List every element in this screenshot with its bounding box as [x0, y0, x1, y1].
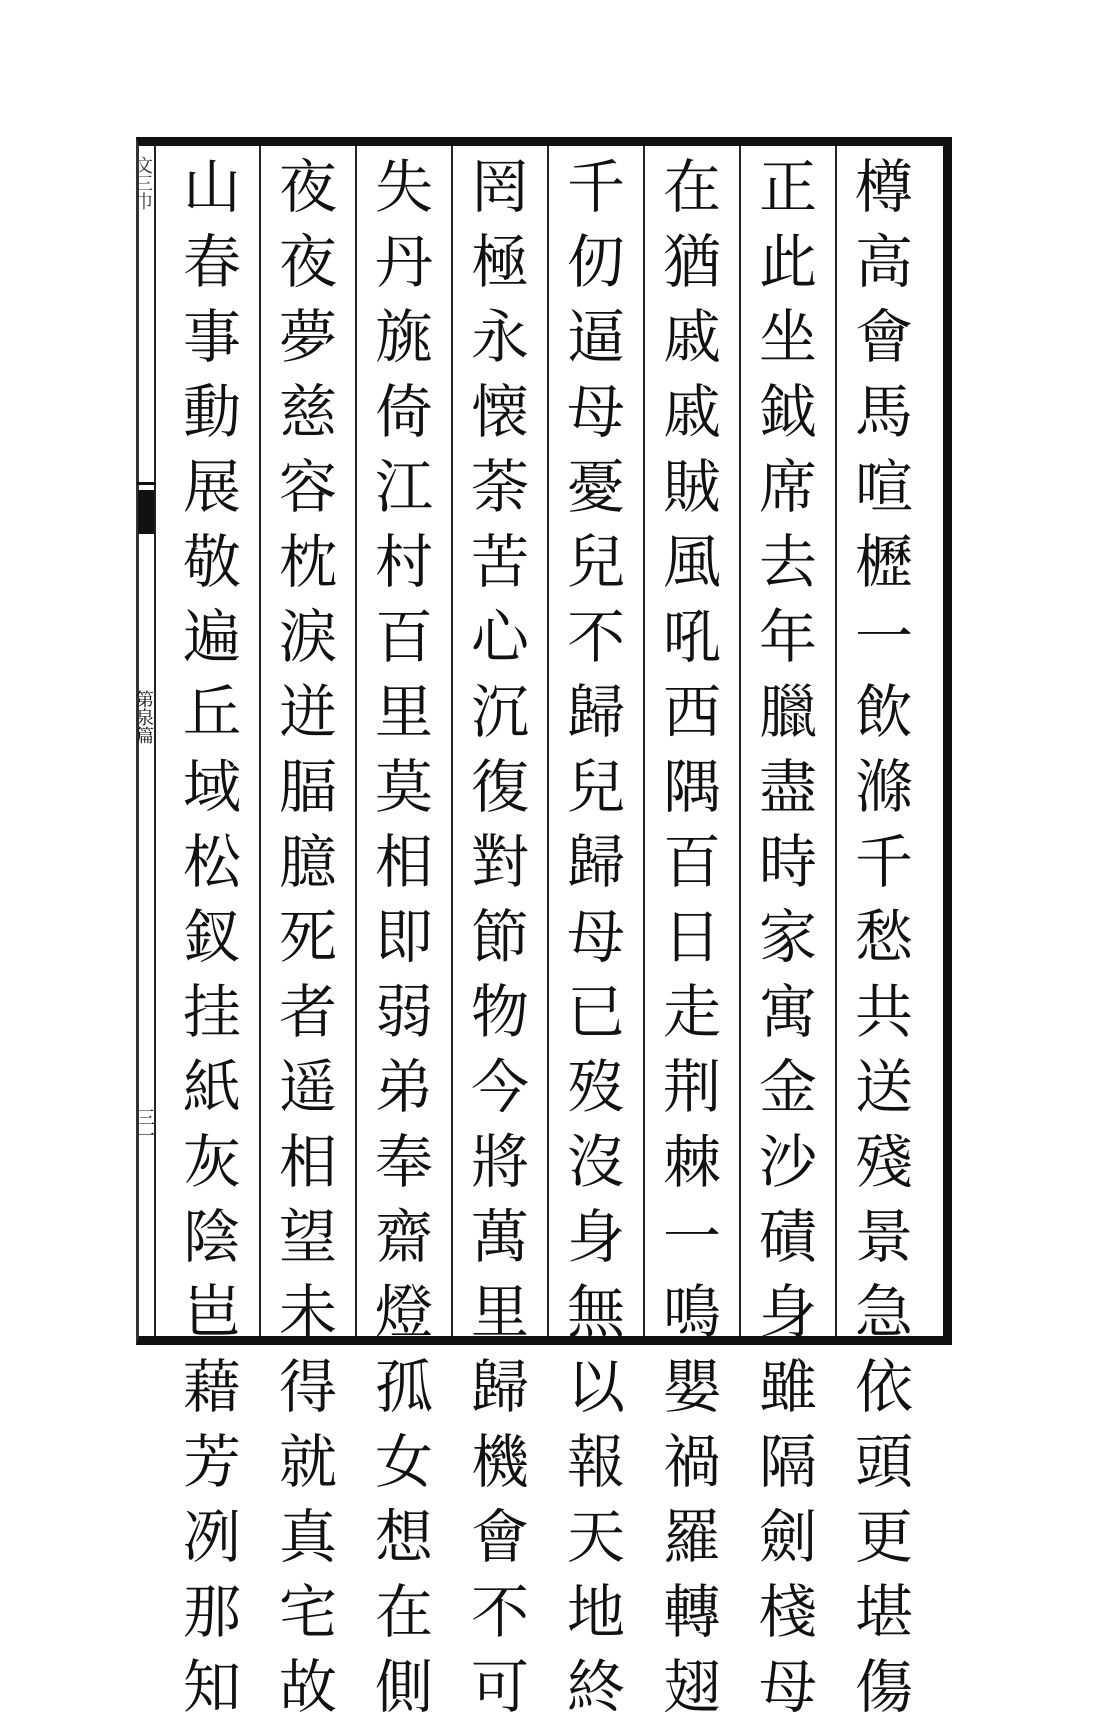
character: 棧 [758, 1578, 817, 1646]
character: 金 [758, 1053, 817, 1121]
character: 芳 [182, 1428, 241, 1496]
character: 磧 [758, 1203, 817, 1271]
character: 共 [854, 978, 913, 1046]
character: 急 [854, 1278, 913, 1346]
character: 傷 [854, 1653, 913, 1721]
character: 沒 [566, 1128, 625, 1196]
character: 那 [182, 1578, 241, 1646]
character: 旐 [374, 303, 433, 371]
character: 嬰 [662, 1353, 721, 1421]
character: 鉞 [758, 378, 817, 446]
character: 夢 [278, 303, 337, 371]
character: 鳴 [662, 1278, 721, 1346]
character: 喧 [854, 453, 913, 521]
character: 歸 [470, 1353, 529, 1421]
character: 遍 [182, 603, 241, 671]
character: 隔 [758, 1428, 817, 1496]
character: 馬 [854, 378, 913, 446]
character: 轉 [662, 1578, 721, 1646]
character: 盡 [758, 753, 817, 821]
text-column [646, 150, 738, 1721]
character: 罔 [470, 153, 529, 221]
character: 在 [662, 153, 721, 221]
character: 弱 [374, 978, 433, 1046]
text-column [838, 150, 930, 1721]
character: 永 [470, 303, 529, 371]
character: 櫪 [854, 528, 913, 596]
character: 仞 [566, 228, 625, 296]
column-rule [547, 146, 549, 1336]
column-rule [835, 146, 837, 1336]
character: 復 [470, 753, 529, 821]
character: 時 [758, 828, 817, 896]
character: 灰 [182, 1128, 241, 1196]
character: 百 [662, 828, 721, 896]
character: 禍 [662, 1428, 721, 1496]
character: 今 [470, 1053, 529, 1121]
character: 戚 [662, 378, 721, 446]
text-column [358, 150, 450, 1721]
character: 江 [374, 453, 433, 521]
character: 景 [854, 1203, 913, 1271]
character: 更 [854, 1503, 913, 1571]
character: 里 [470, 1278, 529, 1346]
character: 孤 [374, 1353, 433, 1421]
character: 送 [854, 1053, 913, 1121]
character: 故 [278, 1653, 337, 1721]
character: 春 [182, 228, 241, 296]
fold-title: 文三巾 [132, 156, 153, 210]
character: 歸 [566, 828, 625, 896]
character: 正 [758, 153, 817, 221]
character: 臆 [278, 828, 337, 896]
character: 山 [182, 153, 241, 221]
character: 一 [662, 1203, 721, 1271]
character: 迸 [278, 678, 337, 746]
character: 燈 [374, 1278, 433, 1346]
character: 沉 [470, 678, 529, 746]
character: 極 [470, 228, 529, 296]
column-rule [739, 146, 741, 1336]
column-rule [355, 146, 357, 1336]
character: 逼 [566, 303, 625, 371]
character: 頭 [854, 1428, 913, 1496]
character: 容 [278, 453, 337, 521]
character: 未 [278, 1278, 337, 1346]
character: 倚 [374, 378, 433, 446]
character: 羅 [662, 1503, 721, 1571]
character: 會 [854, 303, 913, 371]
character: 紙 [182, 1053, 241, 1121]
character: 席 [758, 453, 817, 521]
character: 齋 [374, 1203, 433, 1271]
character: 猶 [662, 228, 721, 296]
character: 家 [758, 903, 817, 971]
character: 將 [470, 1128, 529, 1196]
character: 奉 [374, 1128, 433, 1196]
character: 失 [374, 153, 433, 221]
character: 知 [182, 1653, 241, 1721]
character: 慈 [278, 378, 337, 446]
character: 身 [758, 1278, 817, 1346]
character: 棘 [662, 1128, 721, 1196]
character: 弟 [374, 1053, 433, 1121]
character: 荼 [470, 453, 529, 521]
character: 相 [278, 1128, 337, 1196]
character: 荆 [662, 1053, 721, 1121]
character: 隅 [662, 753, 721, 821]
character: 走 [662, 978, 721, 1046]
character: 者 [278, 978, 337, 1046]
character: 去 [758, 528, 817, 596]
character: 身 [566, 1203, 625, 1271]
character: 得 [278, 1353, 337, 1421]
character: 死 [278, 903, 337, 971]
character: 域 [182, 753, 241, 821]
character: 地 [566, 1578, 625, 1646]
character: 滌 [854, 753, 913, 821]
character: 不 [470, 1578, 529, 1646]
character: 天 [566, 1503, 625, 1571]
character: 苦 [470, 528, 529, 596]
character: 機 [470, 1428, 529, 1496]
character: 對 [470, 828, 529, 896]
character: 坐 [758, 303, 817, 371]
character: 堪 [854, 1578, 913, 1646]
character: 物 [470, 978, 529, 1046]
fold-chapter-title: 第泉篇 [133, 690, 154, 744]
character: 女 [374, 1428, 433, 1496]
character: 兒 [566, 753, 625, 821]
character: 夜 [278, 228, 337, 296]
character: 就 [278, 1428, 337, 1496]
character: 釵 [182, 903, 241, 971]
character: 沙 [758, 1128, 817, 1196]
character: 松 [182, 828, 241, 896]
character: 臘 [758, 678, 817, 746]
character: 兒 [566, 528, 625, 596]
character: 不 [566, 603, 625, 671]
character: 憂 [566, 453, 625, 521]
character: 展 [182, 453, 241, 521]
character: 殘 [854, 1128, 913, 1196]
character: 劍 [758, 1503, 817, 1571]
text-column [262, 150, 354, 1721]
character: 百 [374, 603, 433, 671]
character: 樽 [854, 153, 913, 221]
character: 母 [566, 378, 625, 446]
character: 里 [374, 678, 433, 746]
text-column [454, 150, 546, 1721]
character: 在 [374, 1578, 433, 1646]
column-rule [259, 146, 261, 1336]
character: 莫 [374, 753, 433, 821]
character: 真 [278, 1503, 337, 1571]
column-rule [451, 146, 453, 1336]
character: 敬 [182, 528, 241, 596]
character: 岜 [182, 1278, 241, 1346]
text-column [742, 150, 834, 1721]
character: 冽 [182, 1503, 241, 1571]
character: 以 [566, 1353, 625, 1421]
character: 藉 [182, 1353, 241, 1421]
character: 節 [470, 903, 529, 971]
character: 動 [182, 378, 241, 446]
character: 心 [470, 603, 529, 671]
character: 挂 [182, 978, 241, 1046]
fishtail-rule [137, 482, 155, 485]
character: 雖 [758, 1353, 817, 1421]
text-column [550, 150, 642, 1721]
character: 宅 [278, 1578, 337, 1646]
text-column [166, 150, 258, 1721]
column-rule [643, 146, 645, 1336]
character: 報 [566, 1428, 625, 1496]
character: 事 [182, 303, 241, 371]
character: 母 [566, 903, 625, 971]
character: 淚 [278, 603, 337, 671]
character: 吼 [662, 603, 721, 671]
fishtail-mark [138, 490, 154, 534]
character: 丘 [182, 678, 241, 746]
character: 側 [374, 1653, 433, 1721]
character: 年 [758, 603, 817, 671]
character: 懐 [470, 378, 529, 446]
character: 日 [662, 903, 721, 971]
fold-page-number: 三一 [134, 1108, 155, 1144]
character: 遥 [278, 1053, 337, 1121]
character: 望 [278, 1203, 337, 1271]
character: 飲 [854, 678, 913, 746]
character: 終 [566, 1653, 625, 1721]
character: 賊 [662, 453, 721, 521]
character: 高 [854, 228, 913, 296]
character: 千 [566, 153, 625, 221]
character: 相 [374, 828, 433, 896]
character: 愁 [854, 903, 913, 971]
character: 無 [566, 1278, 625, 1346]
character: 西 [662, 678, 721, 746]
character: 村 [374, 528, 433, 596]
character: 此 [758, 228, 817, 296]
character: 歸 [566, 678, 625, 746]
character: 即 [374, 903, 433, 971]
character: 丹 [374, 228, 433, 296]
character: 夜 [278, 153, 337, 221]
character: 萬 [470, 1203, 529, 1271]
character: 會 [470, 1503, 529, 1571]
character: 戚 [662, 303, 721, 371]
character: 翅 [662, 1653, 721, 1721]
character: 千 [854, 828, 913, 896]
character: 歿 [566, 1053, 625, 1121]
character: 寓 [758, 978, 817, 1046]
character: 腷 [278, 753, 337, 821]
character: 已 [566, 978, 625, 1046]
character: 風 [662, 528, 721, 596]
character: 想 [374, 1503, 433, 1571]
character: 枕 [278, 528, 337, 596]
character: 依 [854, 1353, 913, 1421]
character: 一 [854, 603, 913, 671]
character: 可 [470, 1653, 529, 1721]
character: 母 [758, 1653, 817, 1721]
character: 陰 [182, 1203, 241, 1271]
